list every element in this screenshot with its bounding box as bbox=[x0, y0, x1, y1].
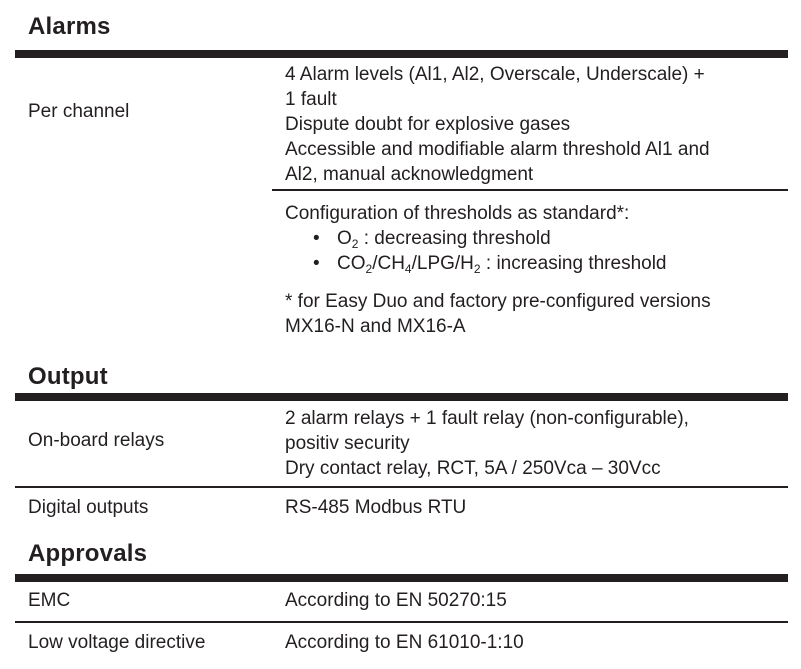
approvals-rule bbox=[15, 574, 788, 582]
on-board-relays-label: On-board relays bbox=[28, 430, 165, 451]
digital-outputs-value: RS-485 Modbus RTU bbox=[285, 497, 467, 518]
alarms-rule bbox=[15, 50, 788, 58]
bullet-o2: • $O_2$ : decreasing threshold bbox=[313, 226, 667, 251]
threshold-line-1: Accessible and modifiable alarm threshold Al1 and bbox=[285, 139, 710, 160]
alarms-heading: Alarms bbox=[28, 13, 111, 40]
footnote-line-1: * for Easy Duo and factory pre-configured versions bbox=[285, 291, 711, 312]
emc-label: EMC bbox=[28, 590, 71, 611]
relays-line-3: Dry contact relay, RCT, 5A / 250Vca – 30Vcc bbox=[285, 458, 661, 479]
approvals-heading: Approvals bbox=[28, 540, 148, 567]
relays-line-1: 2 alarm relays + 1 fault relay (non-configurable), bbox=[285, 408, 689, 429]
approvals-row-divider bbox=[15, 621, 788, 623]
footnote-line-2: MX16-N and MX16-A bbox=[285, 316, 466, 337]
output-rule bbox=[15, 393, 788, 401]
bullet-co2-ch4-lpg-h2: • $CO_2/CH_4/LPG/H_2$ : increasing threshold bbox=[313, 251, 667, 276]
dispute-doubt-line: Dispute doubt for explosive gases bbox=[285, 114, 571, 135]
threshold-line-2: Al2, manual acknowledgment bbox=[285, 164, 534, 185]
per-channel-label: Per channel bbox=[28, 101, 130, 122]
relays-line-2: positiv security bbox=[285, 433, 410, 454]
low-voltage-label: Low voltage directive bbox=[28, 632, 206, 653]
threshold-bullet-list bbox=[313, 226, 667, 276]
emc-value: According to EN 50270:15 bbox=[285, 590, 507, 611]
alarms-inner-divider bbox=[272, 189, 788, 191]
output-row-divider bbox=[15, 486, 788, 488]
alarm-levels-line-1: 4 Alarm levels (Al1, Al2, Overscale, Underscale) + bbox=[285, 64, 705, 85]
output-heading: Output bbox=[28, 363, 108, 390]
low-voltage-value: According to EN 61010-1:10 bbox=[285, 632, 524, 653]
config-intro: Configuration of thresholds as standard*: bbox=[285, 203, 630, 224]
digital-outputs-label: Digital outputs bbox=[28, 497, 149, 518]
alarm-levels-line-2: 1 fault bbox=[285, 89, 337, 110]
